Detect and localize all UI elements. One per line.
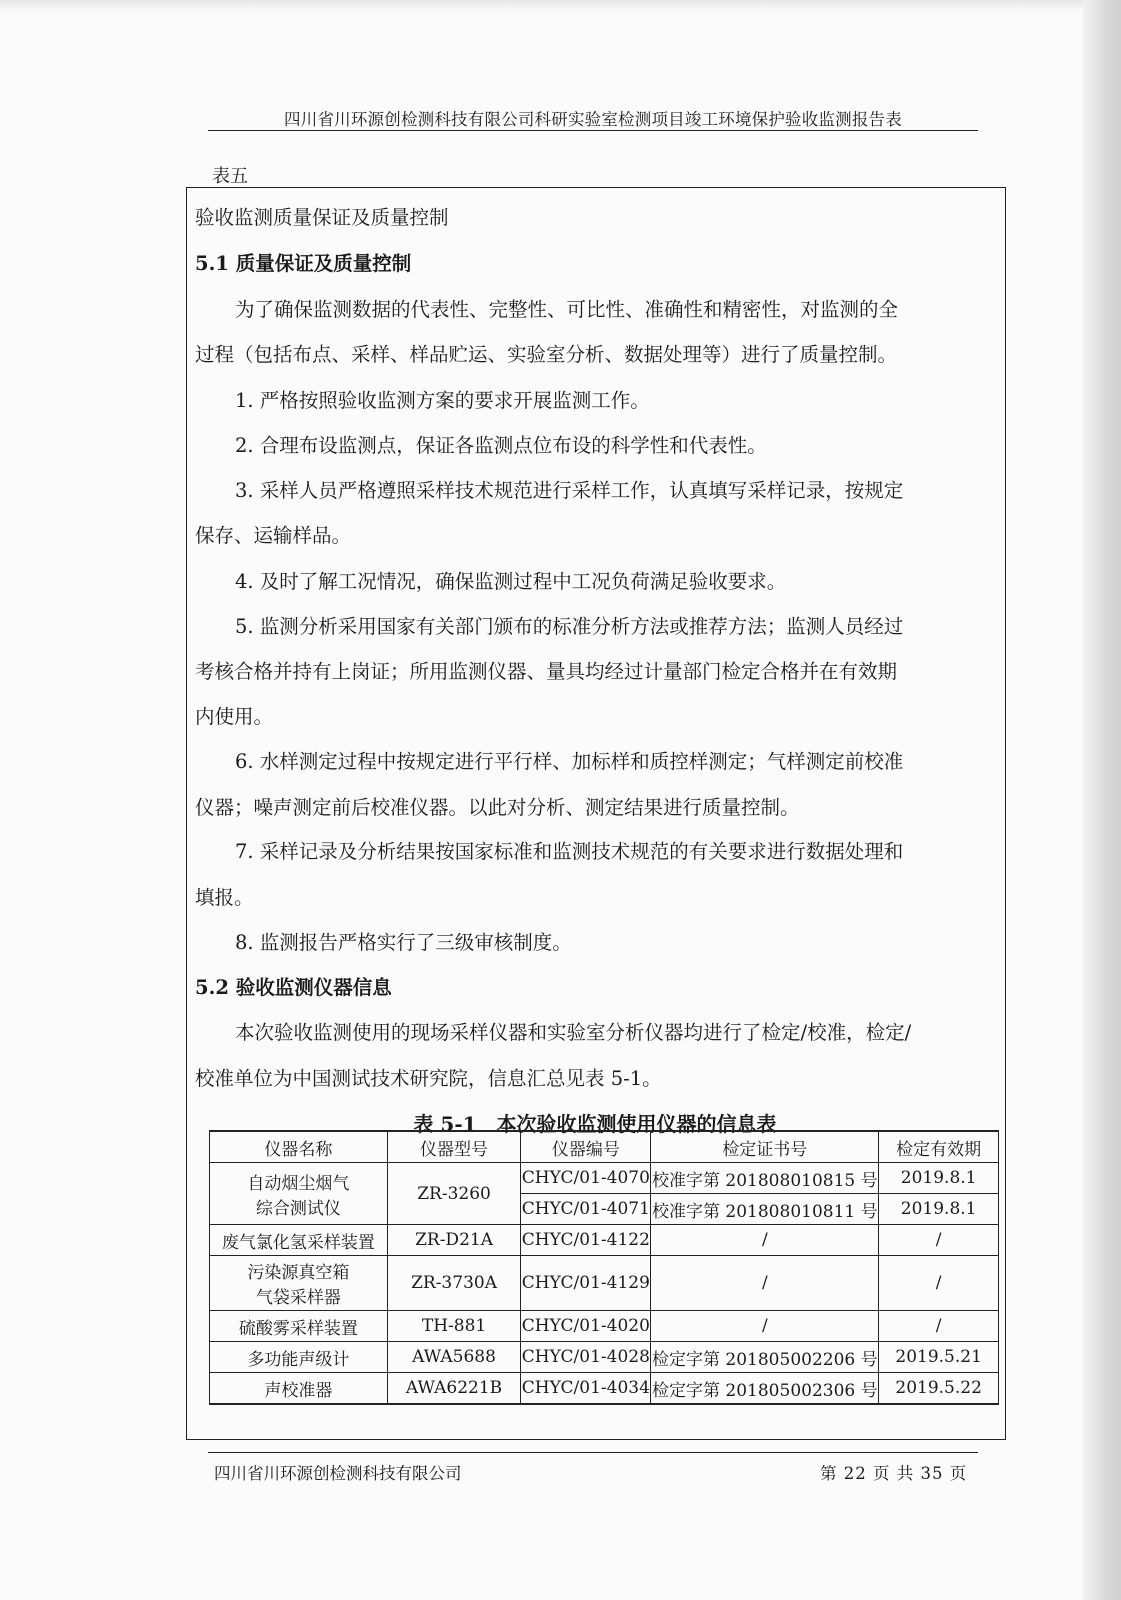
header-instrument-name: 仪器名称 bbox=[210, 1131, 388, 1163]
header-rule bbox=[208, 130, 978, 131]
validity-cell: 2019.5.21 bbox=[879, 1342, 999, 1373]
footer-company: 四川省川环源创检测科技有限公司 bbox=[214, 1464, 462, 1483]
instrument-name-line: 自动烟尘烟气 bbox=[247, 1173, 350, 1194]
instrument-model-cell: AWA6221B bbox=[387, 1373, 521, 1405]
certificate-cell: 校准字第 201808010811 号 bbox=[651, 1194, 879, 1225]
qc-item-5-line-2: 考核合格并持有上岗证；所用监测仪器、量具均经过计量部门检定合格并在有效期 bbox=[195, 660, 898, 683]
instrument-name-cell bbox=[210, 1256, 388, 1311]
instrument-intro-line-1: 本次验收监测使用的现场采样仪器和实验室分析仪器均进行了检定/校准，检定/ bbox=[235, 1021, 912, 1044]
scan-top-shadow bbox=[0, 0, 1121, 12]
instrument-number-cell: CHYC/01-4071 bbox=[521, 1194, 651, 1225]
qc-item-8: 8. 监测报告严格实行了三级审核制度。 bbox=[235, 931, 572, 954]
instrument-name-cell: 废气氯化氢采样装置 bbox=[210, 1225, 388, 1256]
certificate-cell: 检定字第 201805002206 号 bbox=[651, 1342, 879, 1373]
instrument-name-cell: 声校准器 bbox=[210, 1373, 388, 1405]
instrument-model-cell: ZR-3260 bbox=[387, 1163, 521, 1225]
validity-cell: / bbox=[879, 1311, 999, 1342]
qc-item-4: 4. 及时了解工况情况，确保监测过程中工况负荷满足验收要求。 bbox=[235, 570, 787, 593]
table-row bbox=[210, 1225, 999, 1256]
qc-item-7-line-1: 7. 采样记录及分析结果按国家标准和监测技术规范的有关要求进行数据处理和 bbox=[235, 840, 904, 863]
report-header-title: 四川省川环源创检测科技有限公司科研实验室检测项目竣工环境保护验收监测报告表 bbox=[284, 110, 902, 129]
table-row bbox=[210, 1373, 999, 1405]
subsection-5-1-title: 5.1 质量保证及质量控制 bbox=[195, 252, 412, 275]
qc-item-2: 2. 合理布设监测点，保证各监测点位布设的科学性和代表性。 bbox=[235, 434, 767, 457]
qc-item-6-line-1: 6. 水样测定过程中按规定进行平行样、加标样和质控样测定；气样测定前校准 bbox=[235, 750, 904, 773]
instrument-table bbox=[209, 1130, 999, 1405]
instrument-name-line: 气袋采样器 bbox=[255, 1288, 341, 1308]
header-instrument-model: 仪器型号 bbox=[387, 1131, 521, 1163]
table-row bbox=[210, 1163, 999, 1194]
table-5-1-caption: 表 5-1 本次验收监测使用仪器的信息表 bbox=[413, 1112, 777, 1136]
table-row bbox=[210, 1256, 999, 1311]
instrument-name-line: 综合测试仪 bbox=[255, 1198, 341, 1219]
table-header-row bbox=[210, 1131, 999, 1163]
instrument-number-cell: CHYC/01-4020 bbox=[521, 1311, 651, 1342]
validity-cell: 2019.8.1 bbox=[879, 1163, 999, 1194]
instrument-model-cell: TH-881 bbox=[387, 1311, 521, 1342]
validity-cell: / bbox=[879, 1225, 999, 1256]
qc-item-5-line-1: 5. 监测分析采用国家有关部门颁布的标准分析方法或推荐方法；监测人员经过 bbox=[235, 615, 904, 638]
instrument-name-cell bbox=[210, 1163, 388, 1225]
header-certificate-number: 检定证书号 bbox=[651, 1131, 879, 1163]
qc-item-5-line-3: 内使用。 bbox=[195, 705, 274, 728]
certificate-cell: / bbox=[651, 1225, 879, 1256]
instrument-name-cell: 硫酸雾采样装置 bbox=[210, 1311, 388, 1342]
instrument-model-cell: AWA5688 bbox=[387, 1342, 521, 1373]
table-row bbox=[210, 1311, 999, 1342]
header-instrument-number: 仪器编号 bbox=[521, 1131, 651, 1163]
qc-item-3-line-1: 3. 采样人员严格遵照采样技术规范进行采样工作，认真填写采样记录，按规定 bbox=[235, 479, 904, 502]
section-title: 验收监测质量保证及质量控制 bbox=[195, 206, 449, 229]
scan-edge-shadow bbox=[1083, 0, 1121, 1600]
intro-line-2: 过程（包括布点、采样、样品贮运、实验室分析、数据处理等）进行了质量控制。 bbox=[195, 343, 898, 366]
qc-item-6-line-2: 仪器；噪声测定前后校准仪器。以此对分析、测定结果进行质量控制。 bbox=[195, 796, 800, 819]
instrument-number-cell: CHYC/01-4129 bbox=[521, 1256, 651, 1311]
qc-item-7-line-2: 填报。 bbox=[195, 886, 254, 909]
content-frame bbox=[186, 187, 1006, 1440]
table-row bbox=[210, 1342, 999, 1373]
certificate-cell: 检定字第 201805002306 号 bbox=[651, 1373, 879, 1405]
subsection-5-2-title: 5.2 验收监测仪器信息 bbox=[195, 976, 392, 999]
instrument-model-cell: ZR-D21A bbox=[387, 1225, 521, 1256]
certificate-cell: 校准字第 201808010815 号 bbox=[651, 1163, 879, 1194]
footer-page-number: 第 22 页 共 35 页 bbox=[820, 1464, 968, 1483]
table-label: 表五 bbox=[212, 166, 248, 187]
instrument-name-line: 污染源真空箱 bbox=[247, 1263, 350, 1283]
intro-line-1: 为了确保监测数据的代表性、完整性、可比性、准确性和精密性，对监测的全 bbox=[235, 298, 899, 321]
instrument-name-cell: 多功能声级计 bbox=[210, 1342, 388, 1373]
validity-cell: 2019.8.1 bbox=[879, 1194, 999, 1225]
validity-cell: / bbox=[879, 1256, 999, 1311]
certificate-cell: / bbox=[651, 1311, 879, 1342]
instrument-number-cell: CHYC/01-4034 bbox=[521, 1373, 651, 1405]
certificate-cell: / bbox=[651, 1256, 879, 1311]
qc-item-1: 1. 严格按照验收监测方案的要求开展监测工作。 bbox=[235, 389, 650, 412]
instrument-number-cell: CHYC/01-4028 bbox=[521, 1342, 651, 1373]
validity-cell: 2019.5.22 bbox=[879, 1373, 999, 1405]
instrument-model-cell: ZR-3730A bbox=[387, 1256, 521, 1311]
footer-rule bbox=[208, 1452, 978, 1453]
qc-item-3-line-2: 保存、运输样品。 bbox=[195, 524, 352, 547]
header-validity: 检定有效期 bbox=[879, 1131, 999, 1163]
instrument-intro-line-2: 校准单位为中国测试技术研究院，信息汇总见表 5-1。 bbox=[195, 1067, 662, 1090]
instrument-number-cell: CHYC/01-4122 bbox=[521, 1225, 651, 1256]
instrument-number-cell: CHYC/01-4070 bbox=[521, 1163, 651, 1194]
